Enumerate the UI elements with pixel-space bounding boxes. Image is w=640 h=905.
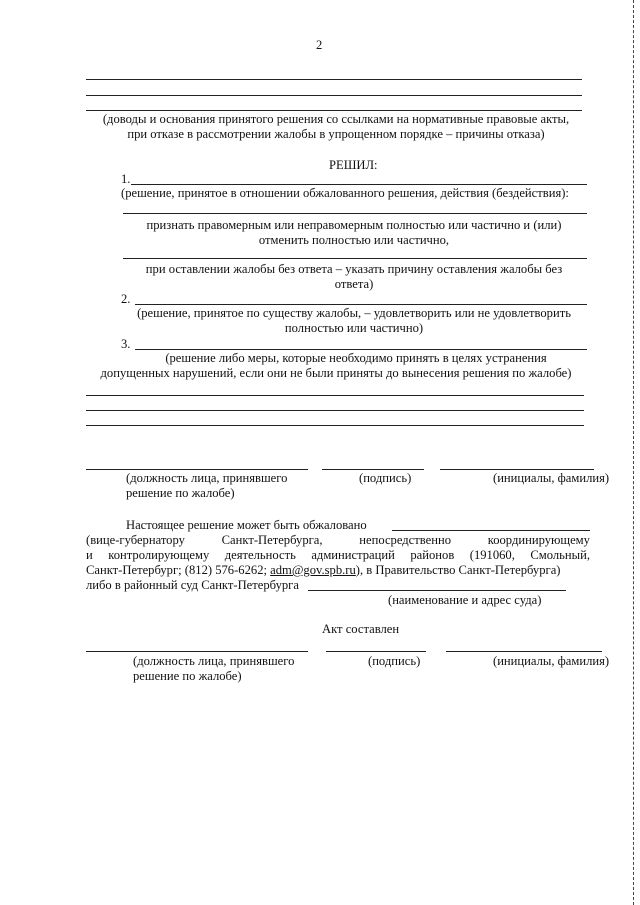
blank-line xyxy=(131,184,587,185)
signature-line-name xyxy=(446,651,602,652)
appeal-line-3-word: районов xyxy=(410,548,455,562)
appeal-line-2 xyxy=(86,533,590,548)
appeal-line-3-word: (191060, xyxy=(469,548,515,562)
item-2-caption: (решение, принятое по существу жалобы, – удовлетворить или не удовлетворить полностью или частично) xyxy=(137,306,571,335)
blank-line xyxy=(86,425,584,426)
justification-caption: (доводы и основания принятого решения со ссылками на нормативные правовые акты, при отказе в рассмотрении жалобы в упрощенном порядке – причины отказа) xyxy=(102,112,570,141)
appeal-line-3-word: и xyxy=(86,548,93,562)
blank-line xyxy=(86,79,582,80)
blank-line xyxy=(308,590,566,591)
item-1-number: 1. xyxy=(121,172,131,186)
name-caption-1: (инициалы, фамилия) xyxy=(493,471,610,485)
signature-caption-1: (подпись) xyxy=(359,471,412,485)
blank-line xyxy=(86,110,582,111)
blank-line xyxy=(123,258,587,259)
appeal-line-3-word: Смольный, xyxy=(530,548,590,562)
name-caption-2: (инициалы, фамилия) xyxy=(493,654,610,668)
page-number: 2 xyxy=(316,38,323,52)
email-link[interactable]: adm@gov.spb.ru xyxy=(270,563,356,577)
appeal-line-4-end: ), в Правительство Санкт-Петербурга) xyxy=(355,563,561,577)
blank-line xyxy=(135,349,587,350)
blank-line xyxy=(123,213,587,214)
appeal-line-5: либо в районный суд Санкт-Петербурга xyxy=(86,578,299,592)
appeal-line-4 xyxy=(86,563,560,578)
blank-line xyxy=(392,530,590,531)
signature-line-position xyxy=(86,469,308,470)
appeal-line-1: Настоящее решение может быть обжаловано xyxy=(126,518,367,532)
appeal-line-2-word: непосредственно xyxy=(359,533,451,547)
appeal-line-3-word: деятельность xyxy=(224,548,296,562)
signature-caption-2: (подпись) xyxy=(368,654,421,668)
item-3-number: 3. xyxy=(121,337,131,351)
position-caption-2: (должность лица, принявшего решение по жалобе) xyxy=(133,654,295,683)
item-2-number: 2. xyxy=(121,292,131,306)
appeal-line-3-word: администраций xyxy=(311,548,395,562)
signature-line-signature xyxy=(322,469,424,470)
blank-line xyxy=(86,395,584,396)
item-1-option-a: признать правомерным или неправомерным полностью или частично и (или) отменить полностью или частично, xyxy=(146,218,562,247)
appeal-line-2-word: (вице-губернатору xyxy=(86,533,185,547)
item-3-caption-line2: допущенных нарушений, если они не были приняты до вынесения решения по жалобе) xyxy=(100,366,572,380)
blank-line xyxy=(86,95,582,96)
signature-line-position xyxy=(86,651,308,652)
appeal-line-3-word: контролирующему xyxy=(108,548,210,562)
blank-line xyxy=(135,304,587,305)
appeal-line-3 xyxy=(86,548,590,563)
blank-line xyxy=(86,410,584,411)
court-caption: (наименование и адрес суда) xyxy=(388,593,542,607)
item-1-option-b: при оставлении жалобы без ответа – указать причину оставления жалобы без ответа) xyxy=(145,262,563,291)
act-heading: Акт составлен xyxy=(322,622,400,636)
position-caption-1: (должность лица, принявшего решение по жалобе) xyxy=(126,471,288,500)
appeal-line-2-word: координирующему xyxy=(487,533,590,547)
signature-line-signature xyxy=(326,651,426,652)
signature-line-name xyxy=(440,469,594,470)
appeal-line-2-word: Санкт-Петербурга, xyxy=(221,533,323,547)
item-3-caption-line1: (решение либо меры, которые необходимо принять в целях устранения xyxy=(165,351,547,365)
appeal-line-4-start: Санкт-Петербург; (812) 576-6262; xyxy=(86,563,271,577)
decided-heading: РЕШИЛ: xyxy=(329,158,378,172)
scan-edge-mark xyxy=(633,0,634,905)
item-1-caption: (решение, принятое в отношении обжалованного решения, действия (бездействия): xyxy=(121,186,569,200)
